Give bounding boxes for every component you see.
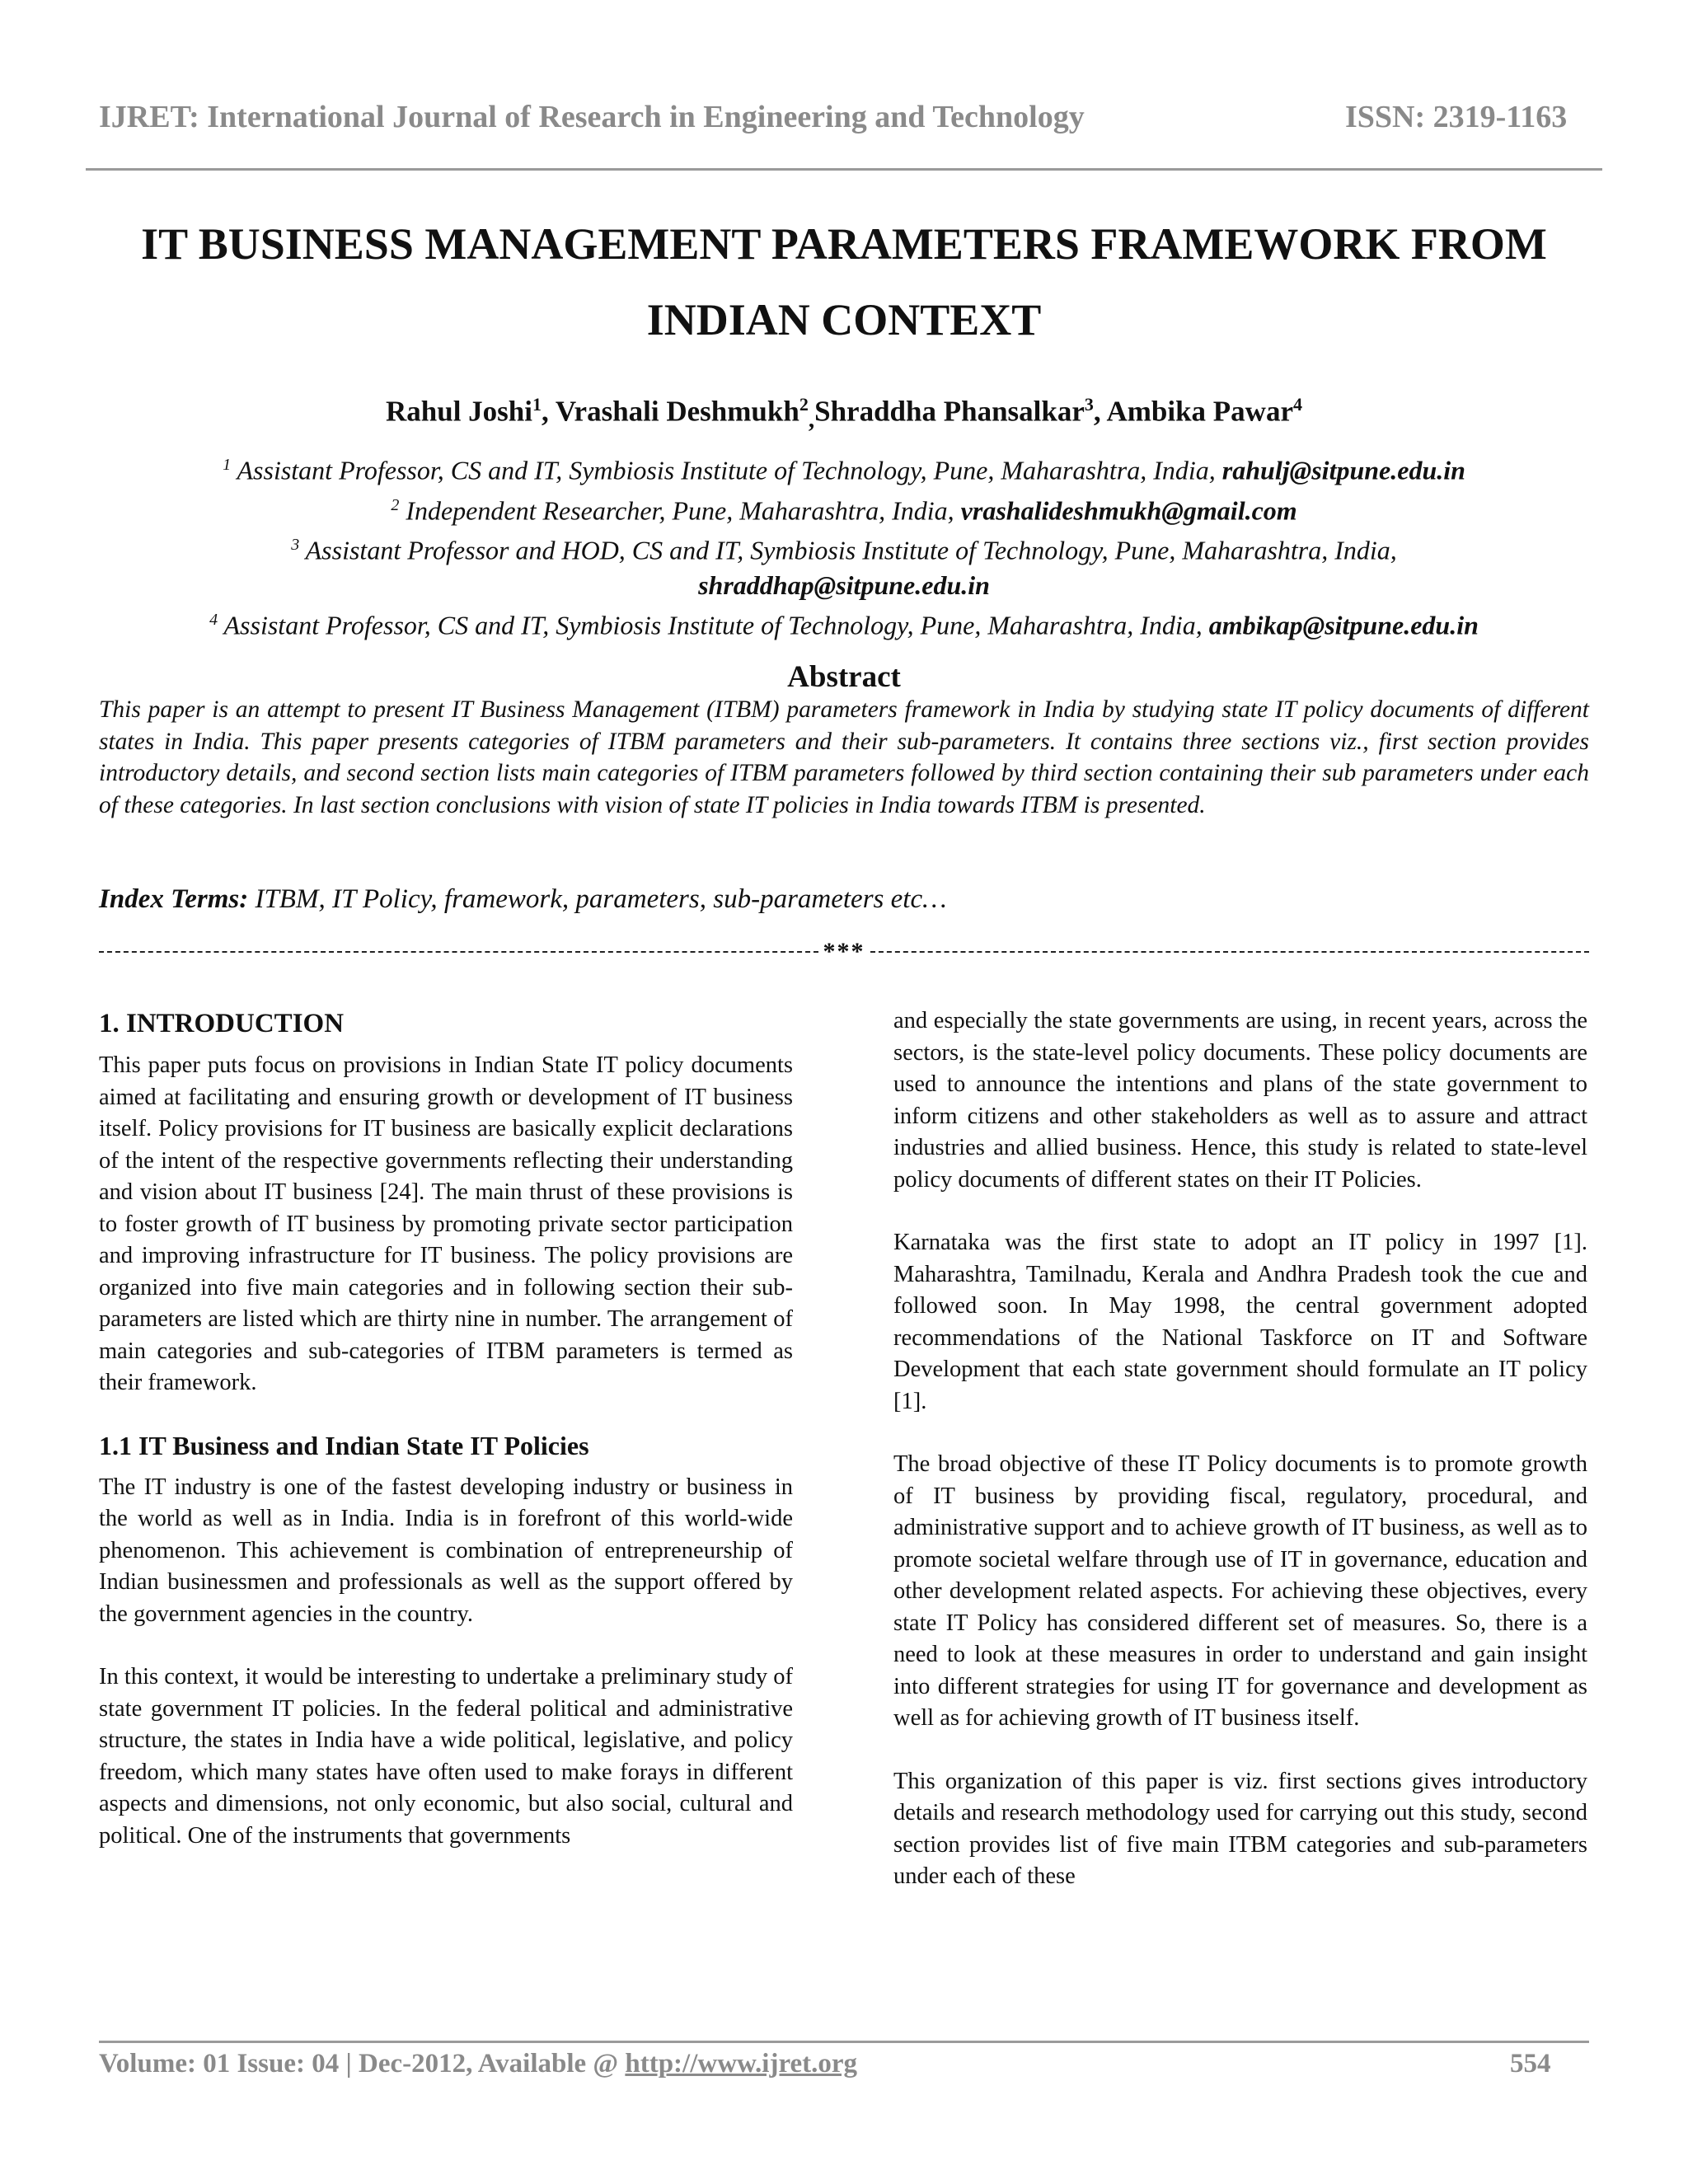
header-divider [86,168,1602,171]
author-name: Shraddha Phansalkar [814,395,1085,428]
separator-line-right [870,951,1590,953]
footer-volume [99,2049,857,2079]
author-sep: , [1093,395,1107,428]
journal-link[interactable]: http://www.ijret.org [625,2049,858,2079]
affiliation-line [86,602,1602,643]
author-sep: , [541,395,556,428]
intro-paragraph: This paper puts focus on provisions in Indian State IT policy documents aimed at facilitating and ensuring growth or development of IT business itself. Policy provisions for IT business are basically explicit declarations of the intent of the respective governments reflecting their understanding and vision about IT business [24]. The main thrust of these provisions is to foster growth of IT business by promoting private sector participation and improving infrastructure for IT business. The policy provisions are organized into five main categories and in following section their sub-parameters are listed which are thirty nine in number. The arrangement of main categories and sub-categories of ITBM parameters is termed as their framework. [99,1052,793,1395]
body-paragraph: The broad objective of these IT Policy documents is to promote growth of IT business by providing fiscal, regulatory, procedural, and administrative support and to achieve growth of IT business, as well as to promote societal welfare through use of IT in governance, education and other development related aspects. For achieving these objectives, every state IT Policy has considered different set of measures. So, there is a need to look at these measures in order to understand and gain insight into different strategies for using IT for governance and development as well as for achieving growth of IT business itself. [893,1451,1587,1731]
page-number: 554 [1510,2049,1551,2079]
body-paragraph: Karnataka was the first state to adopt an IT policy in 1997 [1]. Maharashtra, Tamilnadu, Kerala and Andhra Pradesh took the cue and followed soon. In May 1998, the central government adopted recommendations of the National Taskforce on IT and Software Development that each state government should formulate an IT policy [1]. [893,1230,1587,1414]
affil-email: shraddhap@sitpune.edu.in [698,569,990,600]
index-terms-label: Index Terms: [99,884,249,914]
journal-header: IJRET: International Journal of Research in Engineering and Technology [99,100,1085,134]
right-column [893,1005,1587,1924]
author-name: Vrashali Deshmukh [555,395,799,428]
affil-email: ambikap@sitpune.edu.in [1208,610,1479,640]
author-list [86,394,1602,434]
affiliation-line [86,488,1602,528]
issn-header: ISSN: 2319-1163 [1345,100,1568,134]
affil-sup: 3 [291,536,300,555]
abstract-body: This paper is an attempt to present IT Business Management (ITBM) parameters framework in India by studying state IT policy documents of different states in India. This paper presents categories of ITBM parameters and their sub-parameters. It contains three sections viz., first section provides introductory details, and second section lists main categories of ITBM parameters followed by third section containing their sub parameters under each of these categories. In last section conclusions with vision of state IT policies in India towards ITBM is presented. [99,696,1589,818]
body-paragraph: and especially the state governments are using, in recent years, across the sectors, is the state-level policy documents. These policy documents are used to announce the intentions and plans of the state government to inform citizens and other stakeholders as well as to assure and attract industries and allied business. Hence, this study is related to state-level policy documents of different states on their IT Policies. [893,1008,1587,1193]
affiliations [86,448,1602,643]
body-paragraph: This organization of this paper is viz. first sections gives introductory details and research methodology used for carrying out this study, second section provides list of five main ITBM categories and sub-parameters under each of these [893,1768,1587,1889]
affiliation-line [86,568,1602,602]
index-terms-text: ITBM, IT Policy, framework, parameters, sub-parameters etc… [248,884,947,914]
affil-email: rahulj@sitpune.edu.in [1221,455,1465,485]
affiliation-line [86,448,1602,488]
affil-text: Assistant Professor, CS and IT, Symbiosis Institute of Technology, Pune, Maharashtra, India, [218,610,1209,640]
affil-sup: 2 [391,495,400,514]
author-sup: 4 [1293,394,1302,415]
separator-line-left [99,951,818,953]
title-line-1: IT BUSINESS MANAGEMENT PARAMETERS FRAMEWORK FROM [141,219,1547,269]
author-sup: 3 [1084,394,1094,415]
affil-email: vrashalideshmukh@gmail.com [960,495,1297,526]
affil-sup: 4 [209,610,218,629]
intro-paragraph: The IT industry is one of the fastest developing industry or business in the world as well as in India. India is in forefront of this world-wide phenomenon. This achievement is combination of entrepreneurship of Indian businessmen and professionals as well as the support offered by the government agencies in the country. [99,1474,793,1627]
footer-divider [99,2041,1589,2043]
abstract-heading: Abstract [787,660,901,694]
index-terms [99,884,1589,915]
affil-sup: 1 [223,456,232,474]
author-sep: , [808,406,815,434]
separator-stars: *** [823,938,865,965]
affil-text: Independent Researcher, Pune, Maharashtra, India, [399,495,961,526]
footer-volume-text: Volume: 01 Issue: 04 | Dec-2012, Available @ [99,2049,626,2079]
affiliation-line [86,527,1602,568]
author-sup: 2 [799,394,809,415]
author-name: Ambika Pawar [1106,395,1293,428]
affil-text: Assistant Professor and HOD, CS and IT, Symbiosis Institute of Technology, Pune, Maharashtra, India, [299,535,1397,565]
intro-paragraph: In this context, it would be interesting to undertake a preliminary study of state government IT policies. In the federal political and administrative structure, the states in India have a wide political, legislative, and policy freedom, which many states have often used to make forays in different aspects and dimensions, not only economic, but also social, cultural and political. One of the instruments that governments [99,1664,793,1849]
title-line-2: INDIAN CONTEXT [646,295,1042,344]
left-column [99,1005,793,1883]
author-name: Rahul Joshi [385,395,532,428]
paper-title [86,206,1602,358]
introduction-heading: 1. INTRODUCTION [99,1009,345,1038]
affil-text: Assistant Professor, CS and IT, Symbiosis Institute of Technology, Pune, Maharashtra, India, [231,455,1222,485]
author-sup: 1 [532,394,542,415]
section-separator [99,938,1589,966]
subsection-heading: 1.1 IT Business and Indian State IT Policies [99,1430,589,1460]
